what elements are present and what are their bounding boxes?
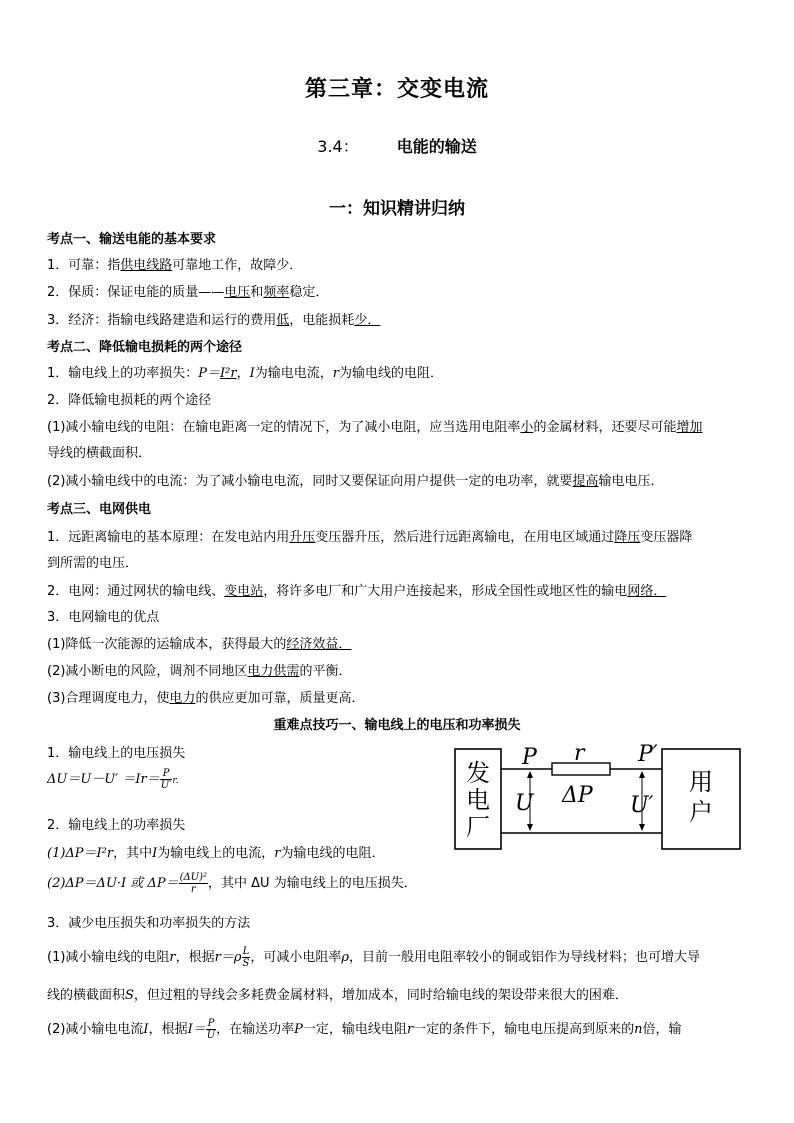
transmission-diagram [454,744,744,852]
skill-1-title: 1．输电线上的电压损失 [47,746,186,761]
u-prime-arrow-head-up [639,771,645,778]
fraction: $\frac{L}{S}$ [242,946,250,969]
power-plant-char-1: 发 [466,759,490,787]
chapter-title: 第三章：交变电流 [304,77,489,102]
topic-1-title: 考点一、输送电能的基本要求 [47,232,217,247]
topic-3-line-4: 3．电网输电的优点 [47,610,160,625]
skill-3-line-3: (2)减小输电电流I，根据I＝ $\frac{P}{U}$ ，在输送功率P一定，输电线电阻r一定的条件下，输电电压提高到原来的n倍，输 [47,1018,682,1041]
topic-1-line-3: 3．经济：指输电线路建造和运行的费用低，电能损耗少． [47,313,381,328]
u-prime-arrow-head-down [639,824,645,831]
topic-2-line-4: 导线的横截面积． [47,446,152,461]
u-arrow-head-down [527,824,533,831]
topic-2-line-3: (1)减小输电线的电阻：在输电距离一定的情况下，为了减小电阻，应当选用电阻率小的金属材料，还要尽可能增加 [47,420,703,435]
label-U-prime: U′ [630,793,654,818]
topic-3-line-2: 到所需的电压． [47,556,139,571]
topic-3-line-6: (2)减小断电的风险，调剂不同地区电力供需的平衡． [47,664,352,679]
label-P: P [522,745,537,770]
power-plant-char-3: 厂 [466,813,490,841]
section-number: 3.4： [317,137,359,156]
topic-3-line-5: (1)降低一次能源的运输成本，获得最大的经济效益． [47,637,352,652]
section-heading [0,134,794,157]
u-arrow-head-up [527,771,533,778]
skill-1-formula: ΔU＝U－U′ ＝Ir＝ $\frac{P}{U'}$ r. [47,768,179,791]
topic-3-line-3: 2．电网：通过网状的输电线、变电站，将许多电厂和广大用户连接起来，形成全国性或地区性的输电网络． [47,584,667,599]
topic-3-line-1: 1．远距离输电的基本原理：在发电站内用升压变压器升压，然后进行远距离输电，在用电区域通过降压变压器降 [47,530,693,545]
section-title: 电能的输送 [396,137,477,156]
skill-3-title: 3．减少电压损失和功率损失的方法 [47,916,251,931]
fraction: $\frac{P}{U}$ [206,1018,216,1041]
fraction: $\frac{P}{U'}$ [160,768,172,791]
user-char-2: 户 [689,798,713,826]
label-U: U [515,791,534,816]
skill-title: 重难点技巧一、输电线上的电压和功率损失 [273,718,521,733]
topic-2-line-2: 2．降低输电损耗的两个途径 [47,393,212,408]
user-char-1: 用 [689,768,713,796]
topic-2-title: 考点二、降低输电损耗的两个途径 [47,340,243,355]
power-plant-char-2: 电 [466,786,490,814]
part-title: 一：知识精讲归纳 [329,199,465,219]
skill-3-line-2: 线的横截面积S，但过粗的导线会多耗费金属材料，增加成本，同时给输电线的架设带来很大的困难． [47,988,628,1003]
skill-2-title: 2．输电线上的功率损失 [47,818,186,833]
topic-3-title: 考点三、电网供电 [47,502,152,517]
skill-2-line-1: (1)ΔP＝I²r，其中I为输电线上的电流，r为输电线的电阻． [47,846,385,861]
topic-1-line-2: 2．保质：保证电能的质量——电压和频率稳定． [47,285,329,300]
topic-2-line-5: (2)减小输电线中的电流：为了减小输电电流，同时又要保证向用户提供一定的电功率，就要提高输电电压． [47,474,664,489]
skill-3-line-1: (1)减小输电线的电阻r，根据r＝ρ $\frac{L}{S}$ ，可减小电阻率ρ，目前一般用电阻率较小的铜或铝作为导线材料；也可增大导 [47,946,701,969]
topic-1-line-1: 1．可靠：指供电线路可靠地工作，故障少． [47,258,303,273]
topic-3-line-7: (3)合理调度电力，使电力的供应更加可靠，质量更高． [47,691,365,706]
topic-2-line-1: 1．输电线上的功率损失：P＝I²r，I为输电电流，r为输电线的电阻． [47,366,443,381]
fraction: $\frac{\text{(ΔU)²}}{r}$ [179,872,208,895]
label-delta-P: ΔP [562,783,593,808]
skill-2-line-2: (2)ΔP＝ΔU·I 或 ΔP＝ $\frac{\text{(ΔU)²}}{r}$ ，其中 ΔU 为输电线上的电压损失． [47,872,417,895]
label-r: r [574,744,585,766]
label-P-prime: P′ [638,744,658,767]
